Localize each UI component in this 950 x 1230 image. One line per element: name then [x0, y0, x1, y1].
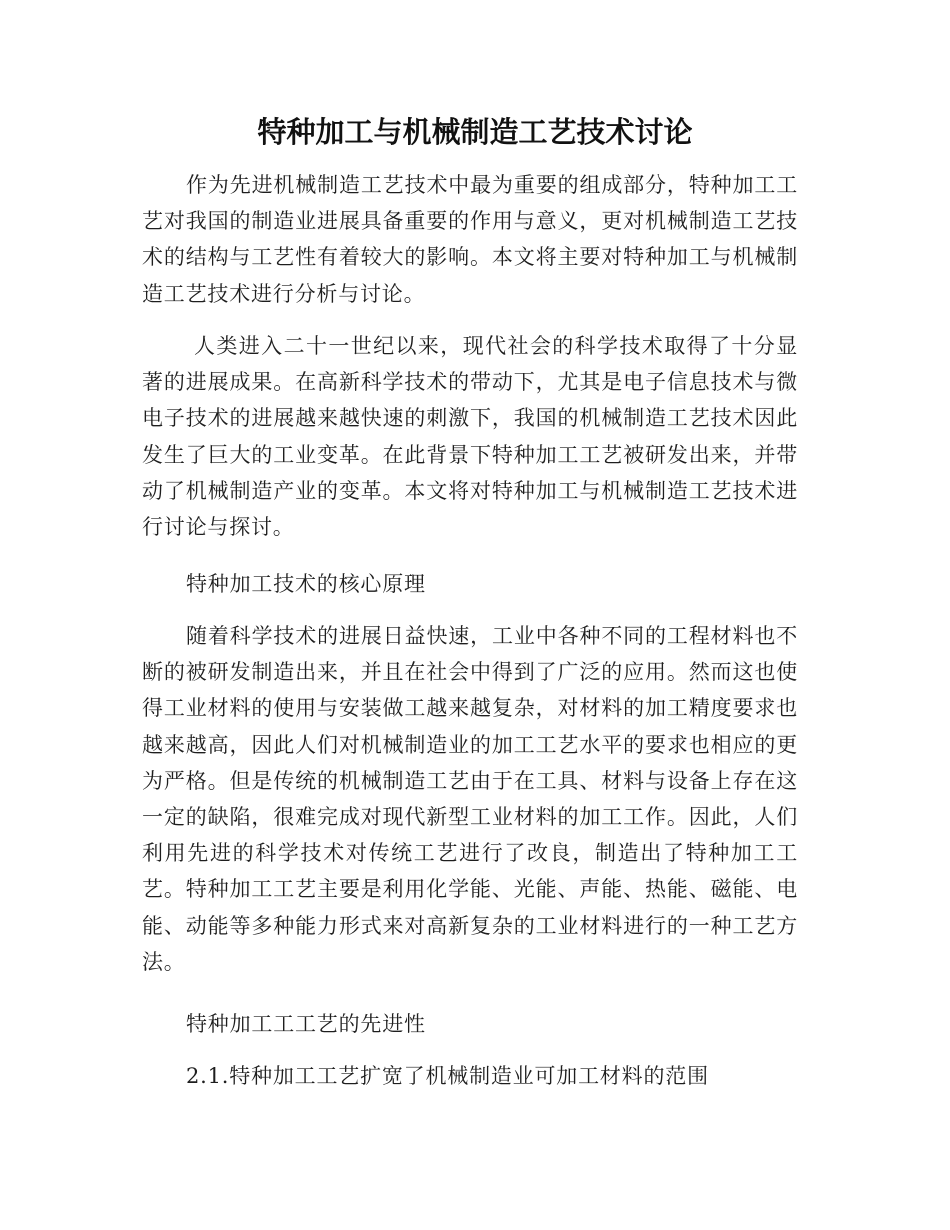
section-heading-advancement: 特种加工工工艺的先进性 — [186, 1012, 426, 1036]
subsection-heading-2-1: 2.1.特种加工工艺扩宽了机械制造业可加工材料的范围 — [186, 1064, 709, 1088]
abstract-paragraph: 作为先进机械制造工艺技术中最为重要的组成部分，特种加工工艺对我国的制造业进展具备重要的作用与意义，更对机械制造工艺技术的结构与工艺性有着较大的影响。本文将主要对特种加工与机械制造工艺技术进行分析与讨论。 — [142, 173, 798, 306]
section-heading-core-principle: 特种加工技术的核心原理 — [186, 572, 426, 596]
document-title: 特种加工与机械制造工艺技术讨论 — [257, 115, 693, 149]
section-core-principle-body: 随着科学技术的进展日益快速，工业中各种不同的工程材料也不断的被研发制造出来，并且在社会中得到了广泛的应用。然而这也使得工业材料的使用与安装做工越来越复杂，对材料的加工精度要求也越来越高，因此人们对机械制造业的加工工艺水平的要求也相应的更为严格。但是传统的机械制造工艺由于在工具、材料与设备上存在这一定的缺陷，很难完成对现代新型工业材料的加工工作。因此，人们利用先进的科学技术对传统工艺进行了改良，制造出了特种加工工艺。特种加工工艺主要是利用化学能、光能、声能、热能、磁能、电能、动能等多种能力形式来对高新复杂的工业材料进行的一种工艺方法。 — [142, 624, 798, 974]
intro-paragraph: 人类进入二十一世纪以来，现代社会的科学技术取得了十分显著的进展成果。在高新科学技术的带动下，尤其是电子信息技术与微电子技术的进展越来越快速的刺激下，我国的机械制造工艺技术因此发生了巨大的工业变革。在此背景下特种加工工艺被研发出来，并带动了机械制造产业的变革。本文将对特种加工与机械制造工艺技术进行讨论与探讨。 — [142, 334, 798, 540]
